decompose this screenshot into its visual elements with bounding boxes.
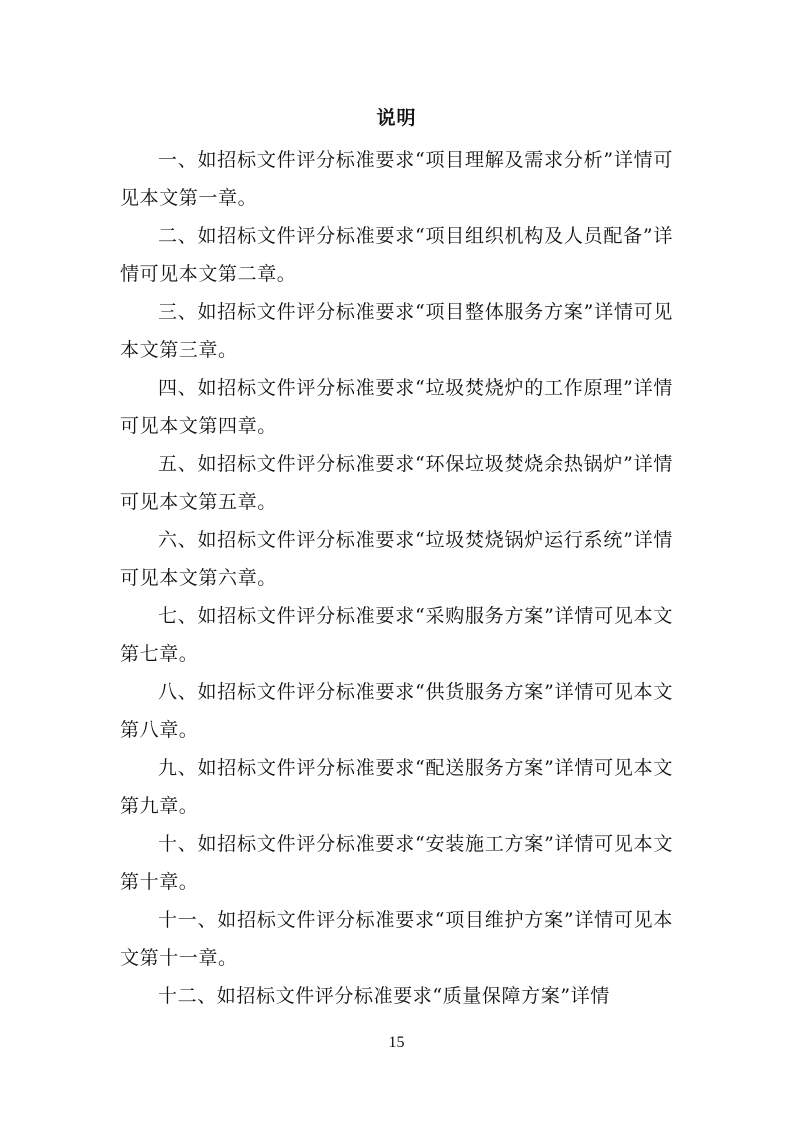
paragraph-8: 八、如招标文件评分标准要求“供货服务方案”详情可见本文第八章。 <box>120 681 673 741</box>
paragraph-3: 三、如招标文件评分标准要求“项目整体服务方案”详情可见本文第三章。 <box>120 301 673 361</box>
paragraph-6: 六、如招标文件评分标准要求“垃圾焚烧锅炉运行系统”详情可见本文第六章。 <box>120 529 673 589</box>
paragraph-4: 四、如招标文件评分标准要求“垃圾焚烧炉的工作原理”详情可见本文第四章。 <box>120 377 673 437</box>
paragraph-5: 五、如招标文件评分标准要求“环保垃圾焚烧余热锅炉”详情可见本文第五章。 <box>120 453 673 513</box>
paragraph-1: 一、如招标文件评分标准要求“项目理解及需求分析”详情可见本文第一章。 <box>120 149 673 209</box>
document-body <box>120 141 673 1015</box>
paragraph-10: 十、如招标文件评分标准要求“安装施工方案”详情可见本文第十章。 <box>120 833 673 893</box>
paragraph-11: 十一、如招标文件评分标准要求“项目维护方案”详情可见本文第十一章。 <box>120 909 673 969</box>
page-title: 说明 <box>376 107 417 129</box>
page-number: 15 <box>388 1034 405 1051</box>
paragraph-12: 十二、如招标文件评分标准要求“质量保障方案”详情 <box>158 985 610 1007</box>
paragraph-7: 七、如招标文件评分标准要求“采购服务方案”详情可见本文第七章。 <box>120 605 673 665</box>
paragraph-2: 二、如招标文件评分标准要求“项目组织机构及人员配备”详情可见本文第二章。 <box>120 225 673 285</box>
paragraph-9: 九、如招标文件评分标准要求“配送服务方案”详情可见本文第九章。 <box>120 757 673 817</box>
